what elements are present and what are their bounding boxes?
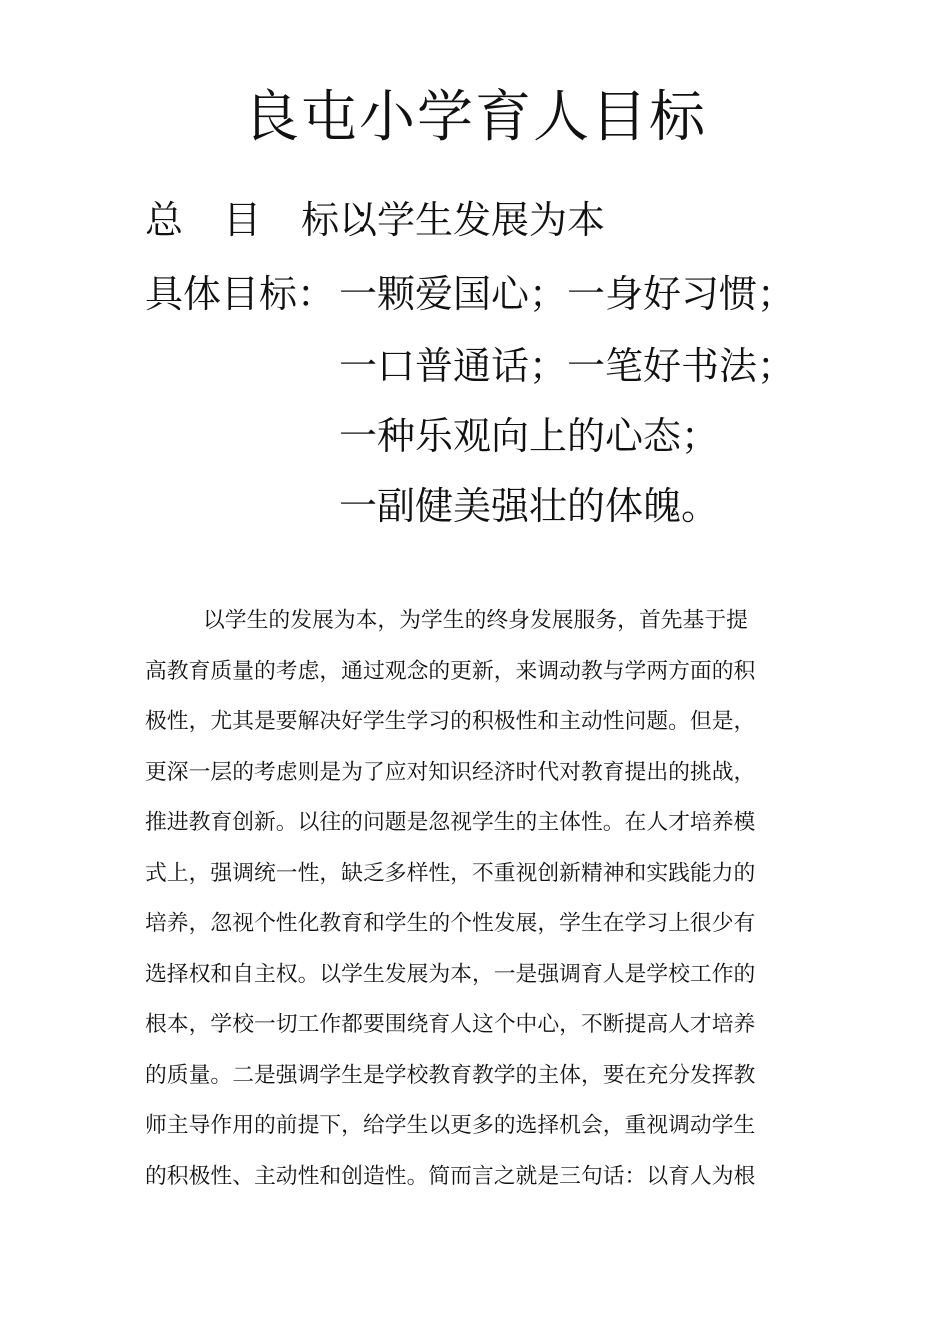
body-line: 高教育质量的考虑，通过观念的更新，来调动教与学两方面的积 xyxy=(145,658,756,684)
body-line: 选择权和自主权。以学生发展为本，一是强调育人是学校工作的 xyxy=(145,961,756,987)
overall-goal-row xyxy=(145,195,605,245)
body-line: 的质量。二是强调学生是学校教育教学的主体，要在充分发挥教 xyxy=(145,1062,756,1088)
body-line: 推进教育创新。以往的问题是忽视学生的主体性。在人才培养模 xyxy=(145,810,756,835)
body-line: 式上，强调统一性，缺乏多样性，不重视创新精神和实践能力的 xyxy=(145,860,756,886)
specific-goal-line: 一颗爱国心；一身好习惯； xyxy=(339,272,796,316)
overall-goal-label: 总 目 标： xyxy=(145,198,406,242)
body-line: 极性，尤其是要解决好学生学习的积极性和主动性问题。但是， xyxy=(145,709,756,734)
body-line: 培养，忽视个性化教育和学生的个性发展，学生在学习上很少有 xyxy=(145,911,756,936)
specific-goal-label: 具体目标： xyxy=(145,272,336,316)
specific-goal-line: 一副健美强壮的体魄。 xyxy=(339,484,720,528)
specific-goal-row xyxy=(145,269,795,319)
body-paragraph xyxy=(145,596,805,1202)
body-line: 更深一层的考虑则是为了应对知识经济时代对教育提出的挑战， xyxy=(145,759,756,785)
specific-goal-line: 一口普通话；一笔好书法； xyxy=(339,344,796,388)
overall-goal-text: 以学生发展为本 xyxy=(339,198,606,242)
body-line: 的积极性、主动性和创造性。简而言之就是三句话：以育人为根 xyxy=(145,1163,756,1189)
body-line: 以学生的发展为本，为学生的终身发展服务，首先基于提 xyxy=(203,608,748,633)
specific-goal-line: 一种乐观向上的心态； xyxy=(339,414,720,458)
body-line: 根本，学校一切工作都要围绕育人这个中心，不断提高人才培养 xyxy=(145,1012,756,1037)
body-line: 师主导作用的前提下，给学生以更多的选择机会，重视调动学生 xyxy=(145,1113,756,1138)
document-title: 良屯小学育人目标 xyxy=(243,85,707,150)
